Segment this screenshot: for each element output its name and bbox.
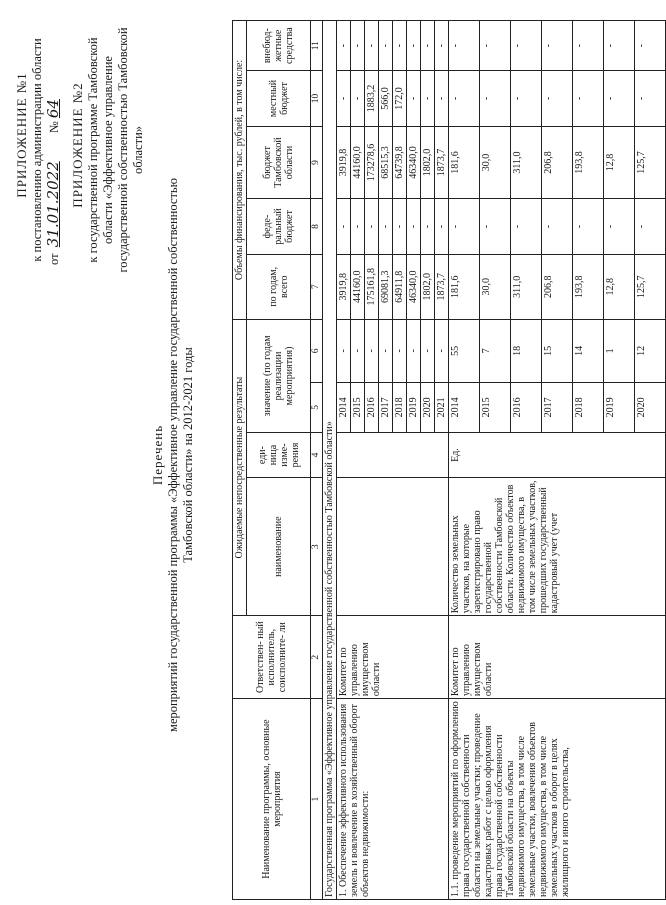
indicator-value: 1 <box>604 319 635 382</box>
number-prefix: № <box>47 121 61 134</box>
offbudget-cell: - <box>393 21 407 71</box>
regional-cell: 206,8 <box>542 126 573 199</box>
year-cell: 2019 <box>407 382 421 432</box>
federal-cell: - <box>365 199 379 254</box>
decree-date-line <box>46 25 62 265</box>
table-row <box>449 21 480 900</box>
federal-cell: - <box>393 199 407 254</box>
col-number: 5 <box>311 382 323 432</box>
indicator-value: 12 <box>635 319 666 382</box>
measure-executor: Комитет по управлению имуществом области <box>337 616 449 699</box>
indicator-value: - <box>393 319 407 382</box>
federal-cell: - <box>542 199 573 254</box>
total-cell: 44160,0 <box>351 254 365 319</box>
offbudget-cell: - <box>449 21 480 71</box>
document-title: Перечень <box>150 424 165 486</box>
total-cell: 181,6 <box>449 254 480 319</box>
local-cell: - <box>511 71 542 126</box>
regional-cell: 1802,0 <box>421 126 435 199</box>
measures-table <box>232 20 666 900</box>
regional-cell: 46340,0 <box>407 126 421 199</box>
offbudget-cell: - <box>337 21 351 71</box>
local-cell: - <box>480 71 511 126</box>
local-cell: 566,0 <box>379 71 393 126</box>
col-number: 6 <box>311 319 323 382</box>
regional-cell: 181,6 <box>449 126 480 199</box>
col-number: 10 <box>311 71 323 126</box>
total-cell: 1873,7 <box>435 254 449 319</box>
header-executor: Ответствен- ный исполнитель, соисполните- ли <box>233 616 311 699</box>
measure-executor: Комитет по управлению имуществом области <box>449 616 666 699</box>
local-cell: - <box>449 71 480 126</box>
total-cell: 206,8 <box>542 254 573 319</box>
offbudget-cell: - <box>365 21 379 71</box>
year-cell: 2021 <box>435 382 449 432</box>
handwritten-date: 31.01.2022 <box>44 161 62 248</box>
regional-cell: 173278,6 <box>365 126 379 199</box>
indicator-value: 55 <box>449 319 480 382</box>
local-cell: - <box>604 71 635 126</box>
year-cell: 2020 <box>635 382 666 432</box>
header-value: значение (по годам реализации мероприятия) <box>247 319 311 432</box>
measure-indicator <box>337 478 449 616</box>
regional-cell: 30,0 <box>480 126 511 199</box>
local-cell: 1883,2 <box>365 71 379 126</box>
indicator-value: - <box>407 319 421 382</box>
year-cell: 2018 <box>573 382 604 432</box>
indicator-value: - <box>435 319 449 382</box>
indicator-value: - <box>337 319 351 382</box>
document-subtitle: мероприятий государственной программы «Эффективное управление государственной собственностью Тамбовской области» на 2012-2021 годы <box>166 178 195 732</box>
column-numbers-row <box>311 21 323 900</box>
header-indicator: наименование <box>247 478 311 616</box>
federal-cell: - <box>573 199 604 254</box>
offbudget-cell: - <box>379 21 393 71</box>
federal-cell: - <box>480 199 511 254</box>
header-federal: феде- ральный бюджет <box>247 199 311 254</box>
year-cell: 2015 <box>351 382 365 432</box>
federal-cell: - <box>407 199 421 254</box>
indicator-value: 18 <box>511 319 542 382</box>
measure-unit: Ед. <box>449 432 666 477</box>
col-number: 7 <box>311 254 323 319</box>
header-unit: еди- ница изме- рения <box>247 432 311 477</box>
indicator-value: - <box>421 319 435 382</box>
federal-cell: - <box>337 199 351 254</box>
year-cell: 2017 <box>542 382 573 432</box>
indicator-value: 7 <box>480 319 511 382</box>
total-cell: 69081,3 <box>379 254 393 319</box>
measure-name: 1.1. проведение мероприятий по оформлению права государственной собственности области на земельные участки; проведение кадастровых работ с целью оформления права государственной собственности Тамбовской области на объекты недвижимого имущества, в том числе земельные участки, вовлечения объектов недвижимого имущества, в том числе земельных участков в оборот в целях жилищного и иного строительства, <box>449 699 666 900</box>
header-name: Наименование программы, основные мероприятия <box>233 699 311 900</box>
offbudget-cell: - <box>635 21 666 71</box>
year-cell: 2016 <box>511 382 542 432</box>
measure-name: 1. Обеспечение эффективного использования земель и вовлечение в хозяйственный оборот объектов недвижимости: <box>337 699 449 900</box>
year-cell: 2016 <box>365 382 379 432</box>
total-cell: 311,0 <box>511 254 542 319</box>
col-number: 1 <box>311 699 323 900</box>
year-cell: 2017 <box>379 382 393 432</box>
local-cell: - <box>351 71 365 126</box>
regional-cell: 68515,3 <box>379 126 393 199</box>
total-cell: 125,7 <box>635 254 666 319</box>
total-cell: 175161,8 <box>365 254 379 319</box>
indicator-value: - <box>351 319 365 382</box>
regional-cell: 1873,7 <box>435 126 449 199</box>
section-title: Государственная программа «Эффективное управление государственной собственностью Тамбовской области» <box>323 21 337 900</box>
total-cell: 193,8 <box>573 254 604 319</box>
regional-cell: 44160,0 <box>351 126 365 199</box>
local-cell: - <box>435 71 449 126</box>
col-number: 4 <box>311 432 323 477</box>
total-cell: 46340,0 <box>407 254 421 319</box>
total-cell: 3919,8 <box>337 254 351 319</box>
offbudget-cell: - <box>351 21 365 71</box>
year-cell: 2014 <box>449 382 480 432</box>
total-cell: 30,0 <box>480 254 511 319</box>
total-cell: 12,8 <box>604 254 635 319</box>
federal-cell: - <box>511 199 542 254</box>
year-cell: 2019 <box>604 382 635 432</box>
year-cell: 2014 <box>337 382 351 432</box>
date-prefix: от <box>47 253 61 265</box>
federal-cell: - <box>449 199 480 254</box>
header-year-total: по годам, всего <box>247 254 311 319</box>
col-number: 9 <box>311 126 323 199</box>
header-regional: бюджет Тамбовской области <box>247 126 311 199</box>
indicator-value: 14 <box>573 319 604 382</box>
offbudget-cell: - <box>435 21 449 71</box>
local-cell: - <box>407 71 421 126</box>
offbudget-cell: - <box>421 21 435 71</box>
indicator-value: - <box>379 319 393 382</box>
federal-cell: - <box>421 199 435 254</box>
regional-cell: 193,8 <box>573 126 604 199</box>
offbudget-cell: - <box>407 21 421 71</box>
regional-cell: 12,8 <box>604 126 635 199</box>
indicator-value: - <box>365 319 379 382</box>
offbudget-cell: - <box>511 21 542 71</box>
total-cell: 1802,0 <box>421 254 435 319</box>
col-number: 3 <box>311 478 323 616</box>
total-cell: 64911,8 <box>393 254 407 319</box>
year-cell: 2018 <box>393 382 407 432</box>
regional-cell: 311,0 <box>511 126 542 199</box>
handwritten-number: 64 <box>44 99 62 119</box>
header-results: Ожидаемые непосредственные результаты <box>233 319 247 615</box>
col-number: 11 <box>311 21 323 71</box>
regional-cell: 125,7 <box>635 126 666 199</box>
federal-cell: - <box>379 199 393 254</box>
local-cell: 172,0 <box>393 71 407 126</box>
regional-cell: 64739,8 <box>393 126 407 199</box>
header-offbudget: внебюд- жетные средства <box>247 21 311 71</box>
header-financing: Объемы финансирования, тыс. рублей, в том числе: <box>233 21 247 320</box>
local-cell: - <box>542 71 573 126</box>
appendix-1-heading: ПРИЛОЖЕНИЕ №1 <box>14 72 29 198</box>
regional-cell: 3919,8 <box>337 126 351 199</box>
offbudget-cell: - <box>604 21 635 71</box>
year-cell: 2015 <box>480 382 511 432</box>
federal-cell: - <box>604 199 635 254</box>
col-number: 2 <box>311 616 323 699</box>
appendix-2-heading: ПРИЛОЖЕНИЕ №2 <box>70 82 85 208</box>
col-number: 8 <box>311 199 323 254</box>
offbudget-cell: - <box>542 21 573 71</box>
year-cell: 2020 <box>421 382 435 432</box>
local-cell: - <box>421 71 435 126</box>
federal-cell: - <box>435 199 449 254</box>
table-row <box>337 21 351 900</box>
decree-reference: к постановлению администрации области <box>30 38 44 262</box>
header-local: местный бюджет <box>247 71 311 126</box>
local-cell: - <box>635 71 666 126</box>
offbudget-cell: - <box>480 21 511 71</box>
local-cell: - <box>337 71 351 126</box>
measure-indicator: Количество земельных участков, на которые зарегистрировано право государственной собственности Тамбовской области. Количество объектов недвижимого имущества, в том числе земельных участков, прошедших государственный кадастровый учет (учет <box>449 478 666 616</box>
federal-cell: - <box>351 199 365 254</box>
offbudget-cell: - <box>573 21 604 71</box>
federal-cell: - <box>635 199 666 254</box>
local-cell: - <box>573 71 604 126</box>
measure-unit <box>337 432 449 477</box>
indicator-value: 15 <box>542 319 573 382</box>
program-reference: к государственной программе Тамбовской области «Эффективное управление государственной собственностью Тамбовской области» <box>86 27 145 273</box>
